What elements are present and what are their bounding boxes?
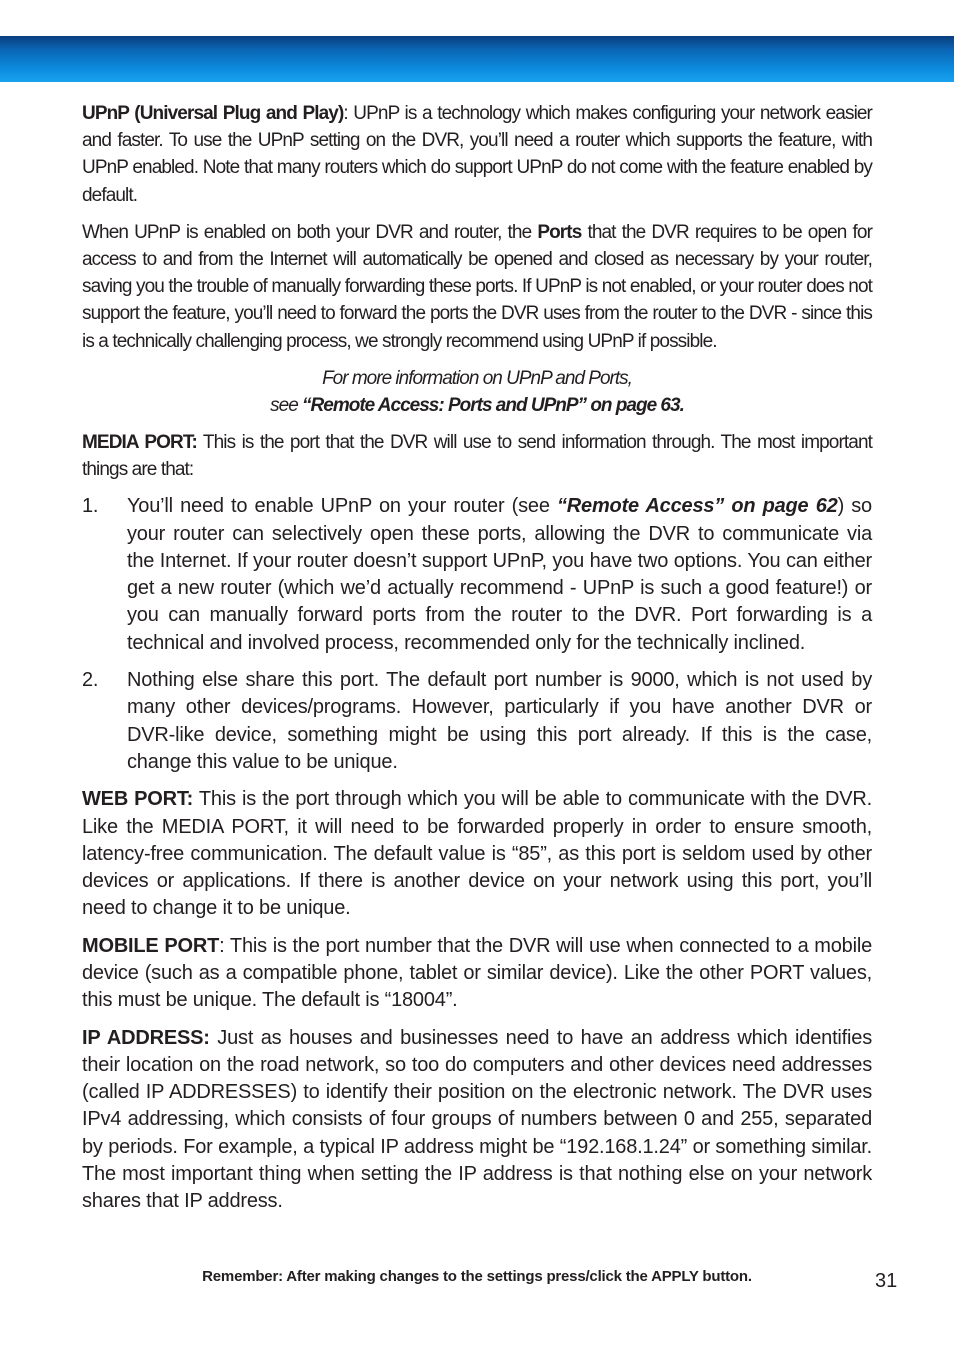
ports-text-before: When UPnP is enabled on both your DVR and router, the xyxy=(82,221,538,243)
web-port-paragraph xyxy=(82,786,872,922)
ports-term: Ports xyxy=(537,221,582,243)
media-port-paragraph xyxy=(82,429,872,483)
header-band xyxy=(0,36,954,82)
upnp-term: UPnP (Universal Plug and Play) xyxy=(82,103,344,124)
page-number: 31 xyxy=(875,1270,898,1292)
list-item-text-after: ) so your router can selectively open these ports, allowing the DVR to communicate via the Internet. If your router doesn’t support UPnP, you have two options. You can either get a new router (which we’d actually recommend - UPnP is such a good feature!) or you can manually forward ports from the router to the DVR. Port forwarding is a technical and involved process, recommended only for the technically inclined. xyxy=(127,495,872,654)
ip-address-text: Just as houses and businesses need to have an address which identifies their location on the road network, so too do computers and other devices need addresses (called IP ADDRESSES) to identify their position on the electronic network. The DVR uses IPv4 addressing, which consists of four groups of numbers between 0 and 255, separated by periods. For example, a typical IP address might be “192.168.1.24” or something similar. The most important thing when setting the IP address is that nothing else on your network shares that IP address. xyxy=(82,1026,872,1213)
ip-address-term: IP ADDRESS: xyxy=(82,1026,210,1049)
mobile-port-paragraph xyxy=(82,933,872,1015)
list-item-text: Nothing else share this port. The default port number is 9000, which is not used by many other devices/programs. However, particularly if you have another DVR or DVR-like device, something might be using this port already. If this is the case, change this value to be unique. xyxy=(127,669,872,773)
upnp-reference-note xyxy=(82,365,872,419)
list-item xyxy=(82,667,872,776)
note-line-1: For more information on UPnP and Ports, xyxy=(322,367,632,389)
apply-reminder: Remember: After making changes to the settings press/click the APPLY button. xyxy=(202,1268,752,1285)
mobile-port-text: : This is the port number that the DVR will use when connected to a mobile device (such as a compatible phone, tablet or similar device). Like the other PORT values, this must be unique. The default is “18004”. xyxy=(82,934,873,1012)
note-line-2-prefix: see xyxy=(270,394,303,416)
ip-address-paragraph xyxy=(82,1025,872,1216)
media-port-term: MEDIA PORT: xyxy=(82,431,197,453)
mobile-port-term: MOBILE PORT xyxy=(82,934,220,957)
page-content xyxy=(82,100,872,1216)
upnp-paragraph xyxy=(82,100,872,209)
upnp-text: : UPnP is a technology which makes configuring your network easier and faster. To use the UPnP setting on the DVR, you’ll need a router which supports the feature, with UPnP enabled. Note that many routers which do support UPnP do not come with the feature enabled by default. xyxy=(82,103,872,206)
ports-text-after: that the DVR requires to be open for access to and from the Internet will automatically be opened and closed as necessary by your router, saving you the trouble of manually forwarding these ports. If UPnP is not enabled, or your router does not support the feature, you’ll need to forward the ports the DVR uses from the router to the DVR - since this is a technically challenging process, we strongly recommend using UPnP if possible. xyxy=(82,221,872,352)
list-item-number: 1. xyxy=(82,495,99,518)
web-port-text: This is the port through which you will be able to communicate with the DVR. Like the MEDIA PORT, it will need to be forwarded properly in order to ensure smooth, latency-free communication. The default value is “85”, as this port is seldom used by other devices or applications. If there is another device on your network using this port, you’ll need to change it to be unique. xyxy=(82,788,872,920)
list-item-text-before: You’ll need to enable UPnP on your router (see xyxy=(127,495,557,518)
list-item-number: 2. xyxy=(82,669,99,692)
note-line-2-ref: “Remote Access: Ports and UPnP” on page 63. xyxy=(302,394,684,416)
list-item-ref: “Remote Access” on page 62 xyxy=(557,495,838,518)
ports-paragraph xyxy=(82,219,872,355)
media-port-list xyxy=(82,493,872,776)
media-port-text: This is the port that the DVR will use to send information through. The most important things are that: xyxy=(82,431,872,481)
web-port-term: WEB PORT: xyxy=(82,788,194,811)
list-item xyxy=(82,493,872,657)
